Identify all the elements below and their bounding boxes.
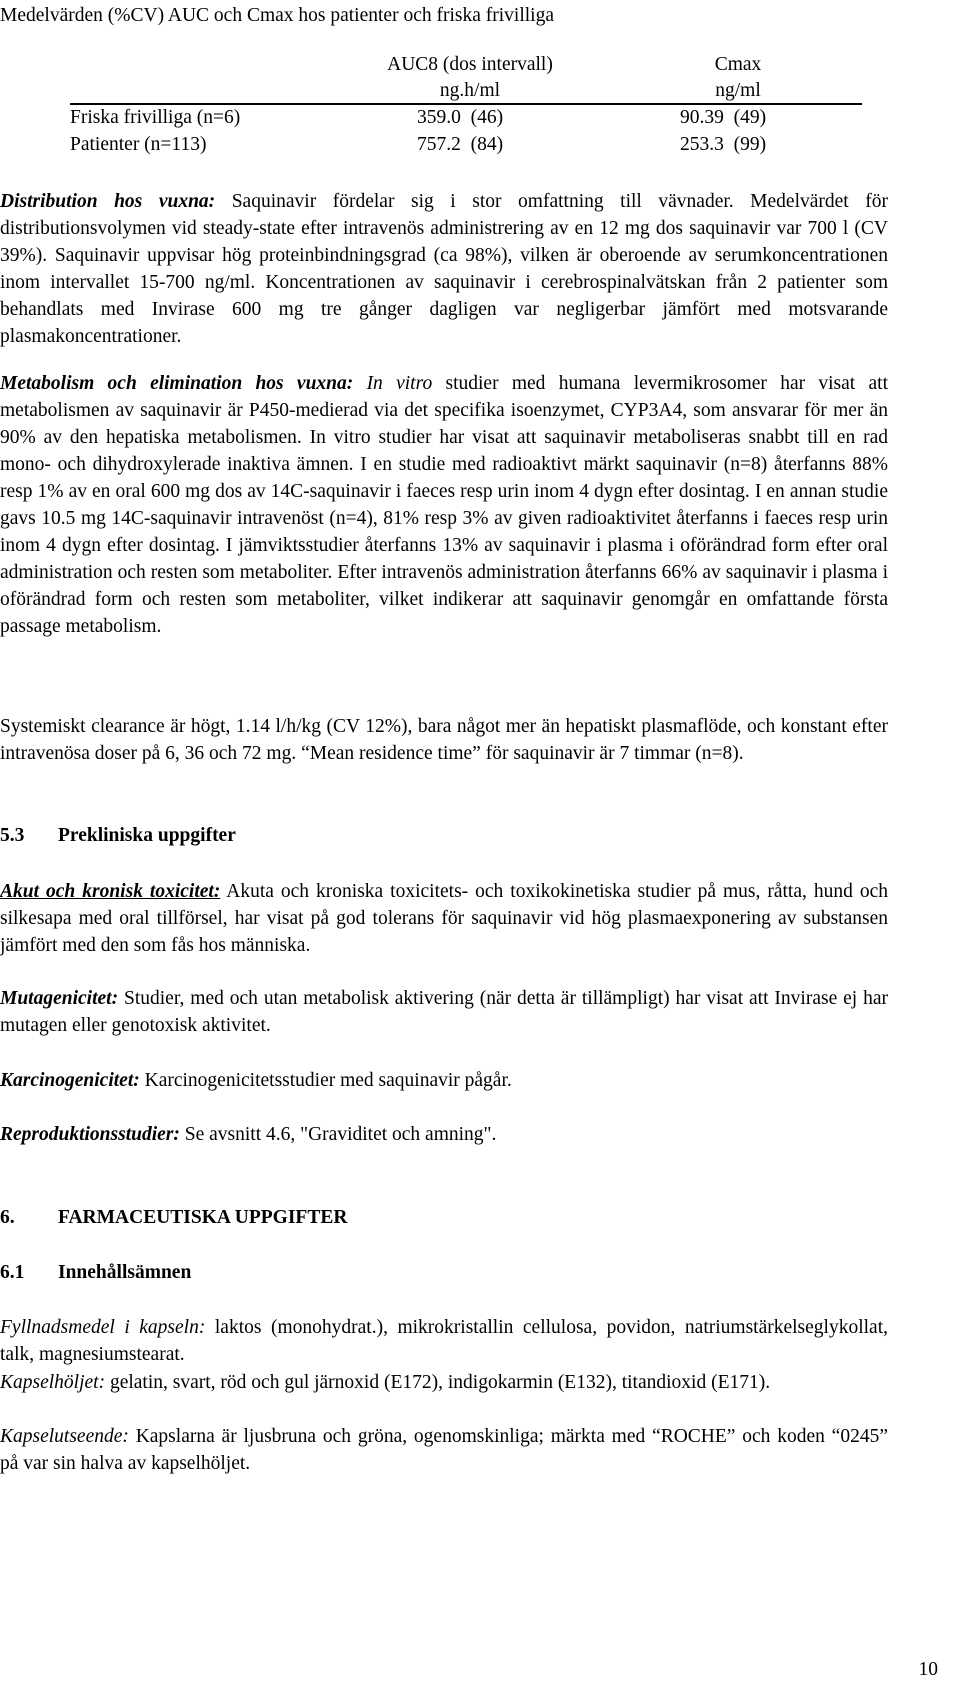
table-row-label: Patienter (n=113) (70, 134, 207, 155)
toxicity-title: Akut och kronisk toxicitet: (0, 881, 221, 902)
reproduction-title: Reproduktionsstudier: (0, 1124, 180, 1145)
table-cell-cmax: 90.39 (49) (680, 107, 767, 128)
table-header-auc: AUC8 (dos intervall) ng.h/ml (387, 54, 553, 101)
mutagenicity-paragraph: Mutagenicitet: Studier, med och utan metabolisk aktivering (när detta är tillämpligt) har visat att Invirase ej har mutagen eller genotoxisk aktivitet. (0, 988, 888, 1036)
shell-paragraph: Kapselhöljet: gelatin, svart, röd och gul järnoxid (E172), indigokarmin (E132), titandioxid (E171). (0, 1372, 771, 1393)
table-cell-auc: 757.2 (84) (417, 134, 504, 155)
distribution-paragraph: Distribution hos vuxna: Saquinavir fördelar sig i stor omfattning till vävnader. Medelvärdet för distributionsvolymen vid steady-state efter intravenös administrering av en 12 mg dos saquinavir var 700 l (CV 39%). Saquinavir uppvisar hög proteinbindningsgrad (ca 98%), vilken är oberoende av serumkoncentrationen inom intervallet 15-700 ng/ml. Koncentrationen av saquinavir i cerebrospinalvätskan från 2 patienter som behandlats med Invirase 600 mg tre gånger dagligen var negligerbar jämfört med motsvarande plasmakoncentrationer. (0, 191, 889, 347)
carcinogenicity-title: Karcinogenicitet: (0, 1070, 140, 1091)
carcinogenicity-paragraph: Karcinogenicitet: Karcinogenicitetsstudier med saquinavir pågår. (0, 1070, 512, 1091)
table-header-cmax: Cmax ng/ml (714, 54, 762, 101)
page-number: 10 (918, 1659, 938, 1680)
appearance-title: Kapselutseende: (0, 1426, 129, 1447)
table-caption: Medelvärden (%CV) AUC och Cmax hos patienter och friska frivilliga (0, 5, 554, 26)
metabolism-title: Metabolism och elimination hos vuxna: (0, 373, 354, 394)
reproduction-paragraph: Reproduktionsstudier: Se avsnitt 4.6, "Graviditet och amning". (0, 1124, 497, 1145)
filler-paragraph: Fyllnadsmedel i kapseln: laktos (monohydrat.), mikrokristallin cellulosa, povidon, natriumstärkelseglykollat, talk, magnesiumstearat. (0, 1317, 889, 1365)
table-row-label: Friska frivilliga (n=6) (70, 107, 241, 128)
distribution-title: Distribution hos vuxna: (0, 191, 216, 212)
metabolism-paragraph: Metabolism och elimination hos vuxna: In vitro studier med humana levermikrosomer har visat att metabolismen av saquinavir är P450-medierad via det specifika isoenzymet, CYP3A4, som ansvarar för mer än 90% av den hepatiska metabolismen. In vitro studier har visat att saquinavir metaboliseras snabbt till en rad mono- och dihydroxylerade inaktiva ämnen. I en studie med radioaktivt märkt saquinavir (n=8) återfanns 88% resp 1% av en oral 600 mg dos av 14C-saquinavir i faeces resp urin inom 4 dygn efter dosintag. I en annan studie gavs 10.5 mg 14C-saquinavir intravenöst (n=4), 81% resp 3% av given radioaktivitet återfanns i faeces resp urin inom 4 dygn efter dosintag. I jämviktsstudier återfanns 13% av saquinavir i plasma i oförändrad form efter oral administration och resten som metaboliter. Efter intravenös administration återfanns 66% av saquinavir i plasma i oförändrad form och resten som metaboliter, vilket indikerar att saquinavir genomgår en omfattande första passage metabolism. (0, 373, 888, 637)
table-cell-cmax: 253.3 (99) (680, 134, 767, 155)
toxicity-paragraph: Akut och kronisk toxicitet: Akuta och kroniska toxicitets- och toxikokinetiska studier på mus, råtta, hund och silkesapa med oral tillförsel, har visat på god tolerans för saquinavir vid hög plasmaexponering av substansen jämfört med den som fås hos människa. (0, 881, 888, 956)
table-cell-auc: 359.0 (46) (417, 107, 504, 128)
section-heading-6: 6. FARMACEUTISKA UPPGIFTER (0, 1207, 348, 1228)
appearance-paragraph: Kapselutseende: Kapslarna är ljusbruna och gröna, ogenomskinliga; märkta med “ROCHE” och koden “0245” på var sin halva av kapselhöljet. (0, 1426, 888, 1474)
section-heading-5-3: 5.3 Prekliniska uppgifter (0, 825, 236, 846)
clearance-paragraph: Systemiskt clearance är högt, 1.14 l/h/kg (CV 12%), bara något mer än hepatiskt plasmaflöde, och konstant efter intravenösa doser på 6, 36 och 72 mg. “Mean residence time” för saquinavir är 7 timmar (n=8). (0, 716, 888, 764)
mutagenicity-title: Mutagenicitet: (0, 988, 119, 1009)
filler-title: Fyllnadsmedel i kapseln: (0, 1317, 206, 1338)
section-heading-6-1: 6.1 Innehållsämnen (0, 1262, 192, 1283)
shell-title: Kapselhöljet: (0, 1372, 106, 1393)
